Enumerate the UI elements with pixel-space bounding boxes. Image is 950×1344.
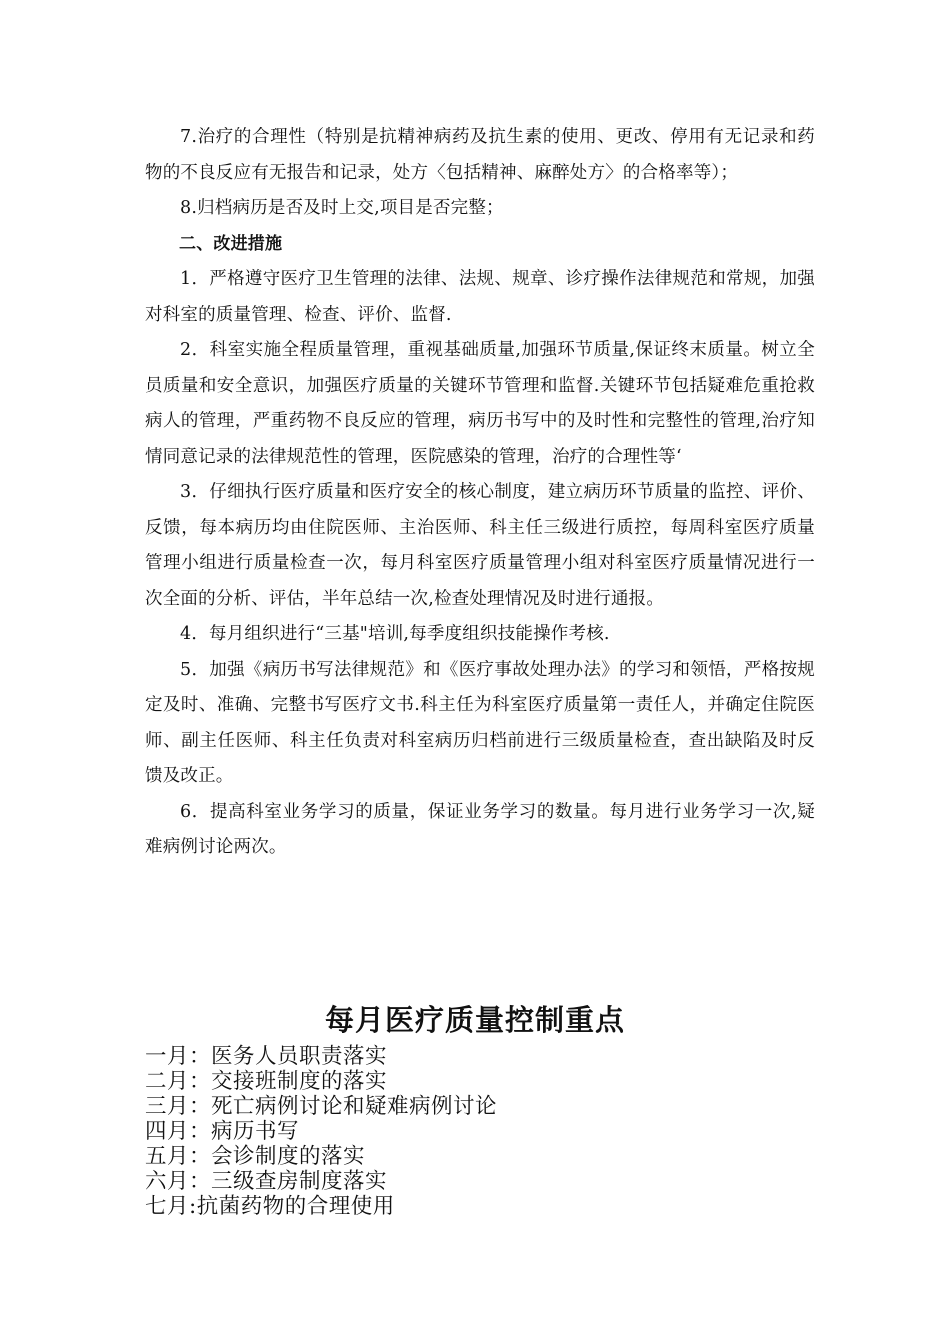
monthly-section-title: 每月医疗质量控制重点 — [324, 1003, 625, 1037]
month-item-march: 三月：死亡病例讨论和疑难病例讨论 — [145, 1094, 498, 1119]
measure-item-5: 5．加强《病历书写法律规范》和《医疗事故处理办法》的学习和领悟，严格按规定及时、准确、完整书写医疗文书.科主任为科室医疗质量第一责任人，并确定住院医师、副主任医师、科主任负责对科室病历归档前进行三级质量检查，查出缺陷及时反馈及改正。 — [145, 659, 815, 786]
paragraph-item-8: 8.归档病历是否及时上交,项目是否完整； — [180, 198, 504, 218]
measure-item-4: 4．每月组织进行“三基"培训,每季度组织技能操作考核. — [180, 624, 610, 644]
month-item-july: 七月:抗菌药物的合理使用 — [145, 1194, 395, 1219]
measure-item-6: 6．提高科室业务学习的质量，保证业务学习的数量。每月进行业务学习一次,疑难病例讨论两次。 — [145, 801, 815, 857]
month-item-may: 五月：会诊制度的落实 — [145, 1144, 366, 1169]
month-item-april: 四月：病历书写 — [145, 1119, 300, 1144]
monthly-focus-list — [145, 1044, 825, 1219]
month-item-june: 六月：三级查房制度落实 — [145, 1169, 388, 1194]
month-item-january: 一月：医务人员职责落实 — [145, 1044, 388, 1069]
measure-item-2: 2．科室实施全程质量管理，重视基础质量,加强环节质量,保证终末质量。树立全员质量和安全意识，加强医疗质量的关键环节管理和监督.关键环节包括疑难危重抢救病人的管理，严重药物不良反应的管理，病历书写中的及时性和完整性的管理,治疗知情同意记录的法律规范性的管理，医院感染的管理，治疗的合理性等‘ — [145, 340, 815, 467]
measure-item-1: 1．严格遵守医疗卫生管理的法律、法规、规章、诊疗操作法律规范和常规，加强对科室的质量管理、检查、评价、监督. — [145, 269, 815, 325]
measure-item-3: 3．仔细执行医疗质量和医疗安全的核心制度，建立病历环节质量的监控、评价、反馈，每本病历均由住院医师、主治医师、科主任三级进行质控，每周科室医疗质量管理小组进行质量检查一次，每月科室医疗质量管理小组对科室医疗质量情况进行一次全面的分析、评估，半年总结一次,检查处理情况及时进行通报。 — [145, 482, 815, 609]
document-body — [145, 120, 815, 866]
paragraph-item-7: 7.治疗的合理性（特别是抗精神病药及抗生素的使用、更改、停用有无记录和药物的不良反应有无报告和记录，处方〈包括精神、麻醉处方〉的合格率等）； — [145, 127, 815, 183]
section-heading-improvements: 二、改进措施 — [179, 233, 283, 254]
month-item-february: 二月：交接班制度的落实 — [145, 1069, 388, 1094]
